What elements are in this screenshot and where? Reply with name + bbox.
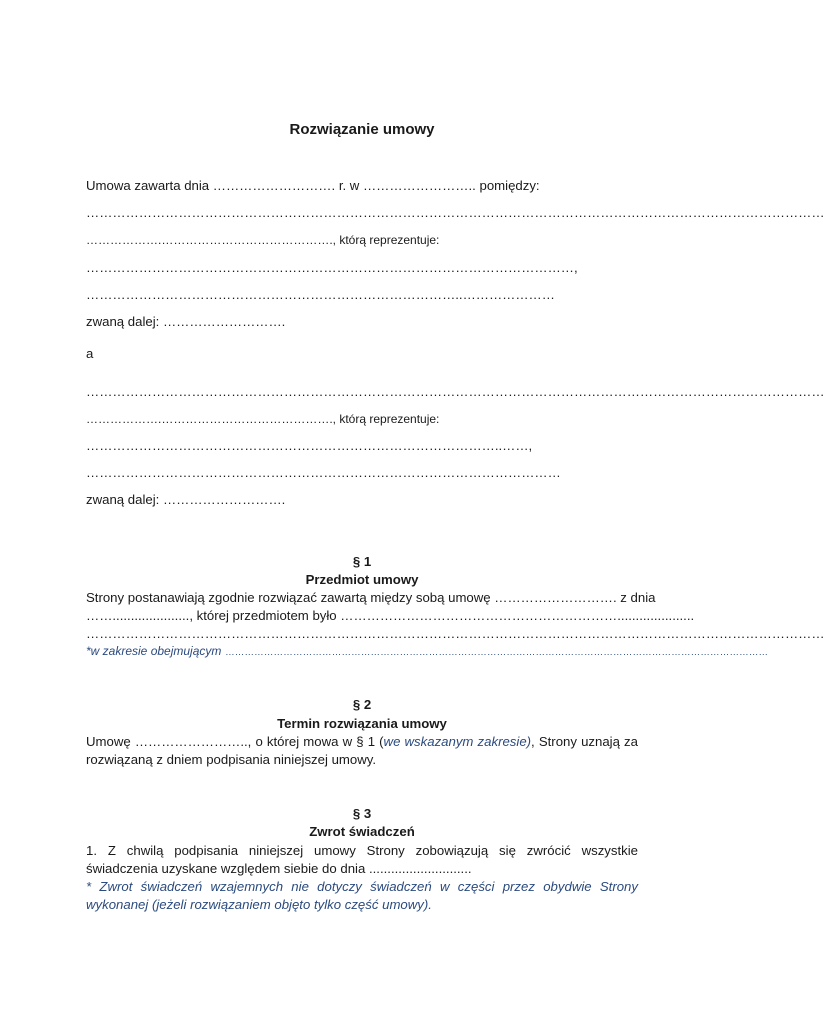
party1-name-line: ……………………………………………………………………………………………………………………………………………………	[86, 205, 825, 220]
party1-representation-line: ……………….……………………………………., którą reprezentuje:	[86, 233, 440, 247]
section2-line-2: rozwiązaną z dniem podpisania niniejszej umowy.	[86, 752, 377, 767]
party2-rep-line-2: ………………………………………………………………………………………………	[86, 465, 561, 480]
party1-rep-line-2: …………………………………………………………………………..…………………	[86, 287, 555, 302]
section2-number: § 2	[352, 697, 372, 712]
section1-line-3: ……………………………………………………………………………………………………………………………………………………	[86, 626, 825, 641]
section2-inline-note: we wskazanym zakresie)	[383, 734, 532, 749]
section1-heading: Przedmiot umowy	[305, 572, 419, 587]
section2-line-1	[86, 734, 638, 750]
section2-heading: Termin rozwiązania umowy	[277, 716, 447, 731]
section1-line-1: Strony postanawiają zgodnie rozwiązać zawartą między sobą umowę ………………………. z dnia	[86, 590, 656, 605]
party2-rep-line-1: …………………………………………………………………………………..……,	[86, 438, 533, 453]
intro-line: Umowa zawarta dnia ………………………. r. w …………………….. pomiędzy:	[86, 178, 540, 193]
section3-heading: Zwrot świadczeń	[309, 824, 415, 839]
party1-rep-line-1: …………………………………………………………………………………………………,	[86, 260, 578, 275]
section1-note	[86, 643, 769, 661]
and-separator: a	[86, 346, 94, 361]
section1-note-dots: ……………………………………………………………………………………………………………………………………………………	[225, 647, 769, 658]
section1-line-2: ……....................., której przedmiotem było ……………………………………………………….....................	[86, 608, 695, 623]
party2-zwana: zwaną dalej: ……………………….	[86, 492, 286, 507]
party1-zwana: zwaną dalej: ……………………….	[86, 314, 286, 329]
section3-note-2: wykonanej (jeżeli rozwiązaniem objęto tylko część umowy).	[86, 897, 432, 912]
party2-representation-line: ……………….……………………………………., którą reprezentuje:	[86, 412, 440, 426]
document-title: Rozwiązanie umowy	[289, 121, 435, 138]
party2-name-line: ……………………………………………………………………………………………………………………………………………………	[86, 384, 825, 399]
section2-line-1-end: , Strony uznają za	[531, 734, 638, 749]
section1-note-label: *w zakresie obejmującym	[86, 644, 222, 658]
section3-line-2: świadczenia uzyskane względem siebie do dnia ............................	[86, 861, 472, 876]
section2-line-1-start: Umowę …………………….., o której mowa w § 1 (	[86, 734, 384, 749]
section3-note-1: * Zwrot świadczeń wzajemnych nie dotyczy świadczeń w części przez obydwie Strony	[86, 879, 638, 894]
section3-number: § 3	[352, 806, 372, 821]
section1-number: § 1	[352, 554, 372, 569]
section3-line-1: 1. Z chwilą podpisania niniejszej umowy Strony zobowiązują się zwrócić wszystkie	[86, 843, 638, 858]
